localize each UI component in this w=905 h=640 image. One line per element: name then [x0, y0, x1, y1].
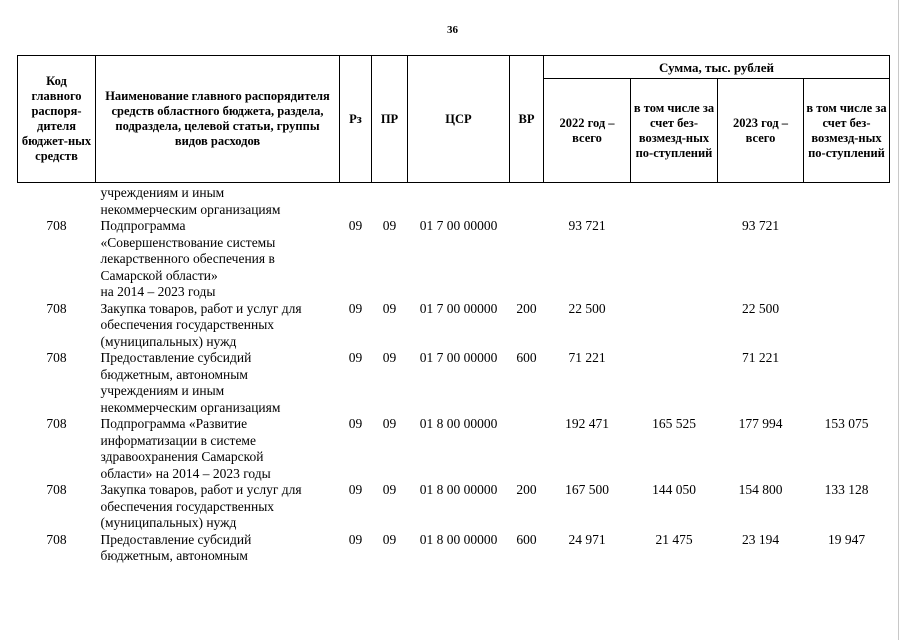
total-2023-cell: 71 221 — [741, 350, 780, 365]
csr-cell: 01 7 00 00000 — [419, 218, 498, 233]
code-cell — [18, 183, 96, 219]
pr-cell — [372, 183, 408, 219]
free-2023-cell: 153 075 — [824, 416, 869, 431]
csr-cell — [408, 183, 510, 219]
total-2022-cell — [544, 183, 631, 219]
header-2023-free: в том числе за счет без-возмезд-ных по-ступлений — [804, 79, 890, 183]
name-line: (муниципальных) нужд — [100, 333, 237, 349]
total-2023-cell — [718, 183, 804, 219]
table-header — [18, 56, 890, 183]
name-line: некоммерческим организациям — [100, 201, 281, 217]
rz-cell: 09 — [348, 482, 363, 497]
vr-cell: 600 — [516, 350, 537, 365]
csr-cell: 01 8 00 00000 — [419, 482, 498, 497]
code-cell: 708 — [46, 416, 67, 431]
name-line: обеспечения государственных — [100, 317, 275, 332]
free-2023-cell: 19 947 — [827, 531, 866, 547]
vr-cell — [510, 416, 544, 482]
code-cell: 708 — [46, 482, 67, 497]
name-line: Подпрограмма «Развитие — [100, 416, 248, 431]
name-line: Подпрограмма — [100, 218, 186, 233]
name-line: здравоохранения Самарской — [100, 449, 264, 464]
code-cell: 708 — [46, 300, 67, 316]
free-2022-cell: 144 050 — [652, 482, 696, 497]
header-csr: ЦСР — [408, 56, 510, 183]
free-2023-cell — [804, 350, 890, 416]
free-2023-cell — [804, 183, 890, 219]
header-sum-group: Сумма, тыс. рублей — [544, 56, 890, 79]
pr-cell: 09 — [382, 300, 397, 316]
total-2023-cell: 22 500 — [741, 300, 780, 316]
name-cell — [96, 301, 340, 351]
total-2023-cell: 93 721 — [741, 218, 780, 233]
name-line: Предоставление субсидий — [100, 531, 252, 547]
code-cell: 708 — [46, 218, 67, 233]
name-line: лекарственного обеспечения в — [100, 251, 275, 266]
name-cell — [96, 532, 340, 565]
total-2023-cell: 23 194 — [741, 531, 780, 547]
total-2023-cell: 154 800 — [738, 482, 783, 497]
header-name: Наименование главного распорядителя средств областного бюджета, раздела, подраздела, целевой статьи, группы видов расходов — [96, 56, 340, 183]
rz-cell: 09 — [348, 350, 363, 365]
free-2022-cell — [631, 350, 718, 416]
name-line: обеспечения государственных — [100, 498, 275, 514]
total-2023-cell: 177 994 — [738, 416, 783, 431]
header-rz: Рз — [340, 56, 372, 183]
rz-cell — [340, 183, 372, 219]
name-cell — [96, 218, 340, 301]
name-line: бюджетным, автономным — [100, 548, 248, 563]
rz-cell: 09 — [348, 300, 363, 316]
table-row — [18, 218, 890, 301]
total-2022-cell: 192 471 — [565, 416, 609, 431]
table-row — [18, 350, 890, 416]
free-2023-cell — [804, 218, 890, 301]
free-2022-cell: 165 525 — [652, 416, 696, 431]
free-2022-cell — [631, 183, 718, 219]
pr-cell: 09 — [382, 350, 397, 365]
total-2022-cell: 22 500 — [568, 300, 606, 316]
total-2022-cell: 71 221 — [568, 350, 606, 365]
vr-cell: 200 — [516, 300, 537, 316]
free-2023-cell — [804, 301, 890, 351]
vr-cell — [510, 218, 544, 301]
table-row — [18, 532, 890, 565]
name-cell — [96, 416, 340, 482]
pr-cell: 09 — [382, 482, 397, 497]
csr-cell: 01 7 00 00000 — [419, 300, 498, 316]
name-line: учреждениям и иным — [100, 383, 225, 398]
free-2022-cell — [631, 301, 718, 351]
code-cell: 708 — [46, 350, 67, 365]
name-line: некоммерческим организациям — [100, 399, 281, 415]
table-body — [18, 183, 890, 565]
name-line: информатизации в системе — [100, 432, 256, 448]
rz-cell: 09 — [348, 218, 363, 233]
name-line: области» на 2014 – 2023 годы — [100, 465, 271, 481]
header-pr: ПР — [372, 56, 408, 183]
total-2022-cell: 167 500 — [565, 482, 609, 497]
vr-cell: 600 — [516, 531, 537, 547]
csr-cell: 01 8 00 00000 — [419, 416, 498, 431]
name-line: учреждениям и иным — [100, 185, 225, 200]
name-line: Закупка товаров, работ и услуг для — [100, 482, 302, 497]
pr-cell: 09 — [382, 531, 397, 547]
vr-cell: 200 — [516, 482, 537, 497]
table-row — [18, 183, 890, 219]
pr-cell: 09 — [382, 218, 397, 233]
total-2022-cell: 24 971 — [568, 531, 606, 547]
name-cell — [96, 350, 340, 416]
page-number: 36 — [447, 24, 458, 36]
page-edge — [898, 0, 899, 640]
csr-cell: 01 7 00 00000 — [419, 350, 498, 365]
pr-cell: 09 — [382, 416, 397, 431]
header-2022-total: 2022 год – всего — [544, 79, 631, 183]
header-code: Код главного распоря-дителя бюджет-ных средств — [18, 56, 96, 183]
name-line: Закупка товаров, работ и услуг для — [100, 300, 302, 316]
code-cell: 708 — [46, 531, 67, 547]
free-2022-cell: 21 475 — [655, 531, 693, 547]
free-2023-cell: 133 128 — [824, 482, 869, 497]
name-line: Самарской области» — [100, 267, 218, 283]
name-line: на 2014 – 2023 годы — [100, 284, 216, 299]
header-vr: ВР — [510, 56, 544, 183]
vr-cell — [510, 183, 544, 219]
rz-cell: 09 — [348, 416, 363, 431]
name-line: Предоставление субсидий — [100, 350, 252, 365]
total-2022-cell: 93 721 — [568, 218, 606, 233]
header-2022-free: в том числе за счет без-возмезд-ных по-ступлений — [631, 79, 718, 183]
csr-cell: 01 8 00 00000 — [419, 531, 498, 547]
name-line: бюджетным, автономным — [100, 366, 248, 382]
table-row — [18, 301, 890, 351]
table-row — [18, 416, 890, 482]
name-cell — [96, 482, 340, 532]
name-line: (муниципальных) нужд — [100, 515, 237, 530]
budget-table — [17, 55, 890, 565]
name-line: «Совершенствование системы — [100, 234, 276, 250]
table-row — [18, 482, 890, 532]
header-2023-total: 2023 год – всего — [718, 79, 804, 183]
name-cell — [96, 183, 340, 219]
free-2022-cell — [631, 218, 718, 301]
rz-cell: 09 — [348, 531, 363, 547]
